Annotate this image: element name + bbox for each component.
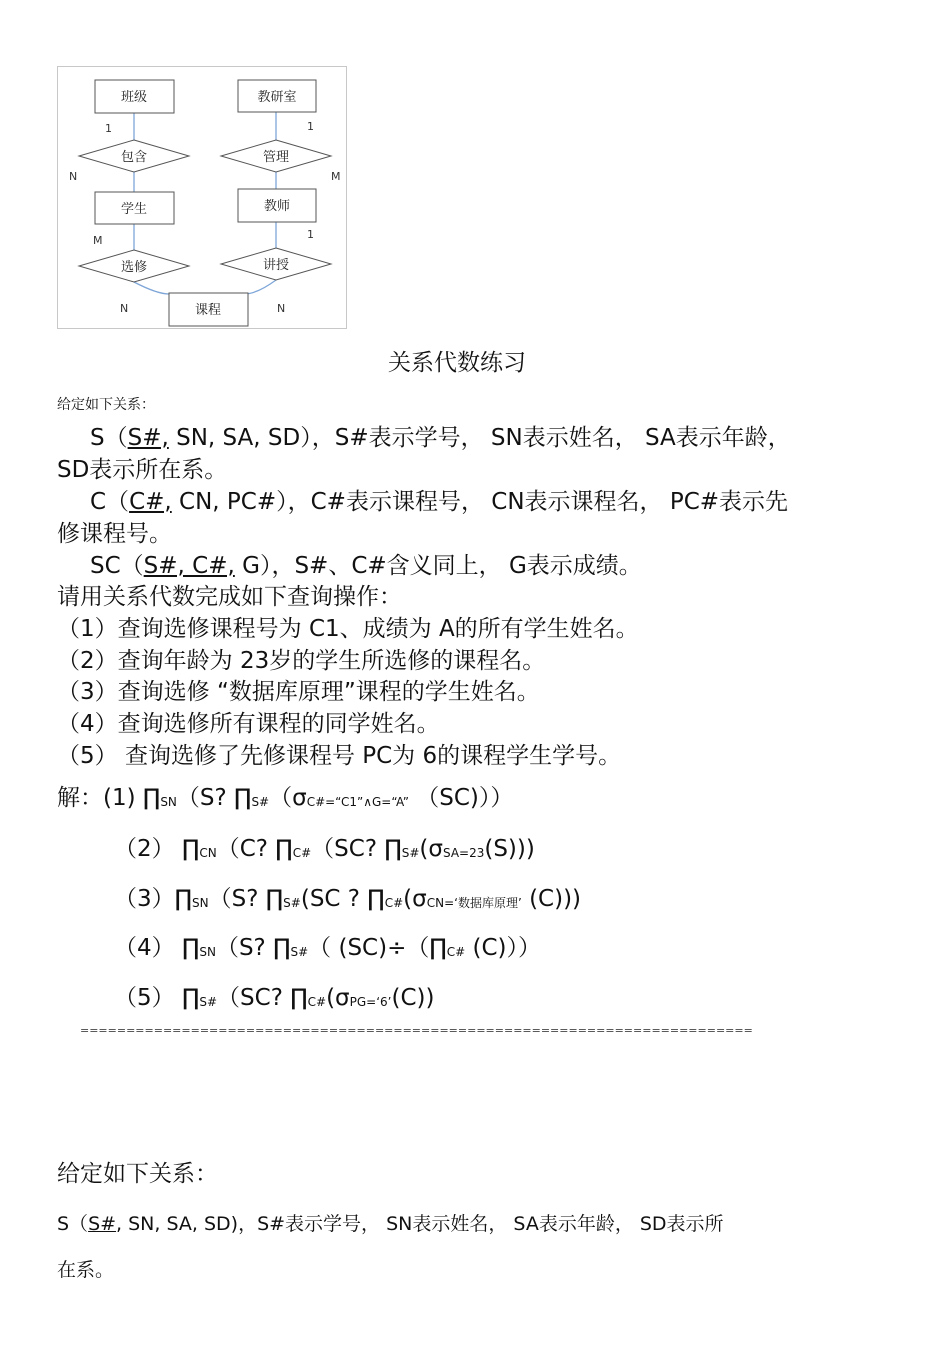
relation-s-keys: S#, [127, 425, 169, 451]
card-enrolls-course: N [120, 302, 129, 315]
query-5: （5） 查询选修了先修课程号 PC为 6的课程学生学号。 [57, 743, 622, 769]
solution-3-sub-g: CN=‘数据库原理’ [426, 896, 522, 910]
solution-5-sub-c: C# [307, 995, 327, 1009]
card-manages-office: 1 [307, 120, 314, 133]
solution-3-sub-e: C# [384, 896, 404, 910]
relation-c-cont: 修课程号。 [57, 521, 172, 547]
solution-4-sub-e: C# [446, 945, 466, 959]
page-title: 关系代数练习 [388, 350, 526, 376]
solution-5-sub-a: S# [199, 995, 218, 1009]
solution-3-f: (σ [403, 886, 427, 912]
solution-2-lead: （2） ∏ [114, 836, 200, 862]
solution-5-lead: （5） ∏ [114, 985, 200, 1011]
solution-2-h: (S))) [484, 836, 535, 862]
query-4: （4）查询选修所有课程的同学姓名。 [57, 711, 440, 737]
relation-contains-label: 包含 [120, 150, 148, 165]
relation-c-line [90, 483, 788, 516]
solution-2-sub-c: C# [292, 846, 312, 860]
instruction: 请用关系代数完成如下查询操作： [57, 584, 402, 610]
card-contains-class: 1 [105, 122, 112, 135]
solution-4-d: （ (SC)÷（∏ [308, 935, 447, 961]
solution-3-sub-c: S# [283, 896, 301, 910]
entity-student-label: 学生 [120, 202, 148, 217]
solution-2-f: (σ [419, 836, 443, 862]
solution-1-sub-a: SN [160, 795, 177, 809]
relation-s-head: S（ [90, 425, 128, 451]
entity-class-label: 班级 [120, 90, 148, 105]
solution-1-sub-e: C#=“C1”∧G=“A” [306, 795, 409, 809]
solution-3-d: (SC ? ∏ [300, 886, 385, 912]
solution-2 [114, 830, 535, 863]
solution-3-lead: （3）∏ [114, 886, 193, 912]
solution-5-f: (C)) [391, 985, 435, 1011]
entity-course-label: 课程 [194, 303, 222, 318]
part2-s-head: S（ [57, 1213, 89, 1235]
query-2: （2）查询年龄为 23岁的学生所选修的课程名。 [57, 648, 546, 674]
solution-4-sub-c: S# [290, 945, 309, 959]
part2-given-heading: 给定如下关系： [57, 1161, 218, 1187]
solution-1 [57, 779, 513, 812]
card-teaches-course: N [277, 302, 286, 315]
solution-5 [114, 979, 434, 1012]
solution-2-sub-a: CN [199, 846, 217, 860]
solution-1-sub-c: S# [251, 795, 270, 809]
relation-sc-rest: G），S#、C#含义同上， G表示成绩。 [234, 553, 642, 579]
solution-1-d: （σ [269, 785, 307, 811]
solution-2-d: （SC? ∏ [311, 836, 402, 862]
card-teaches-teacher: 1 [307, 228, 314, 241]
entity-teacher-label: 教师 [263, 199, 291, 214]
entity-office-label: 教研室 [257, 90, 297, 105]
solution-4-sub-a: SN [199, 945, 216, 959]
solution-2-sub-e: S# [401, 846, 420, 860]
separator-line: ========================================================================= [80, 1024, 753, 1037]
relation-teaches-label: 讲授 [262, 258, 290, 273]
relation-c-rest: CN, PC#），C#表示课程号， CN表示课程名， PC#表示先 [171, 489, 789, 515]
query-3: （3）查询选修 “数据库原理”课程的学生姓名。 [57, 679, 540, 705]
solution-3-sub-a: SN [192, 896, 209, 910]
part2-relation-s-cont: 在系。 [57, 1259, 115, 1281]
part2-s-rest: , SN, SA, SD)，S#表示学号， SN表示姓名， SA表示年龄， SD表示所 [116, 1213, 724, 1235]
relation-c-keys: C#, [129, 489, 172, 515]
part2-s-key: S# [88, 1213, 117, 1235]
solution-5-b: （SC? ∏ [217, 985, 308, 1011]
part2-relation-s-line [57, 1209, 724, 1236]
solution-5-sub-e: PG=‘6’ [349, 995, 392, 1009]
solution-1-b: （S? ∏ [176, 785, 252, 811]
relation-enrolls-label: 选修 [120, 260, 148, 275]
card-manages-teacher: M [331, 170, 341, 183]
card-enrolls-student: M [93, 234, 103, 247]
card-contains-student: N [69, 170, 78, 183]
relation-c-head: C（ [90, 489, 130, 515]
relation-s-rest: SN, SA, SD），S#表示学号， SN表示姓名， SA表示年龄， [168, 425, 791, 451]
solution-4-f: (C)）） [465, 935, 542, 961]
query-1: （1）查询选修课程号为 C1、成绩为 A的所有学生姓名。 [57, 616, 639, 642]
solution-3-b: （S? ∏ [208, 886, 284, 912]
relation-sc-head: SC（ [90, 553, 144, 579]
er-diagram [57, 66, 347, 329]
solution-3-h: (C))) [521, 886, 582, 912]
solution-1-f: （SC)）） [408, 785, 514, 811]
relation-sc-keys: S#, C#, [143, 553, 235, 579]
solution-4 [114, 929, 541, 962]
relation-s-cont: SD表示所在系。 [57, 457, 228, 483]
relation-s-line [90, 419, 791, 452]
relation-manages-label: 管理 [262, 150, 290, 165]
solution-2-sub-g: SA=23 [442, 846, 485, 860]
solution-5-d: (σ [326, 985, 350, 1011]
solution-2-b: （C? ∏ [216, 836, 293, 862]
solution-4-b: （S? ∏ [215, 935, 291, 961]
solution-3 [114, 880, 581, 913]
given-heading-small: 给定如下关系： [57, 397, 155, 413]
solution-1-lead: 解：(1) ∏ [57, 785, 161, 811]
relation-sc-line [90, 547, 642, 580]
solution-4-lead: （4） ∏ [114, 935, 200, 961]
